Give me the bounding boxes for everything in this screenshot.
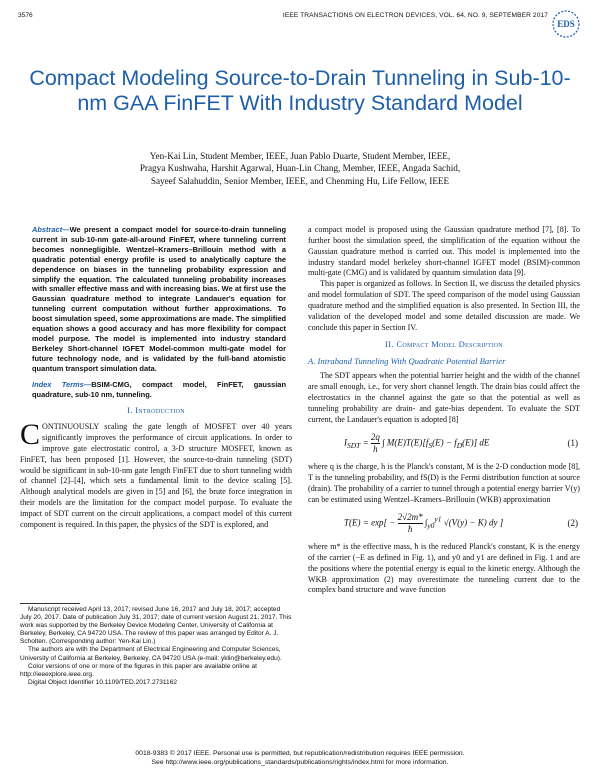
- copyright-line: 0018-9383 © 2017 IEEE. Personal use is permitted, but republication/redistribution requires IEEE permission.: [135, 750, 465, 757]
- abstract: [32, 225, 286, 374]
- drop-cap: C: [20, 418, 41, 452]
- eds-logo-text: EDS: [557, 19, 575, 29]
- body-paragraph: where m* is the effective mass, ħ is the reduced Planck's constant, K is the energy of the carrier (−E as defined in Fig. 1), and y0 and y1 are defined in Fig. 1 and are the positions where the potential energy is equal to the kinetic energy. Although the WKB approximation (2) may overestimate the tunneling current due to the complex band structure and wave function: [308, 542, 580, 595]
- abstract-text: We present a compact model for source-to-drain tunneling current in sub-10-nm gate-all-around FinFET, where tunneling current becomes nonnegligible. Wentzel–Kramers–Brillouin method with a quadratic potential energy profile is used to analytically capture the dependence on biases in the tunneling probability expression and simplify the equation. The calculated tunneling probability increases with smaller effective mass and with increasing bias. We at first use the Gaussian quadrature method to integrate Landauer's equation for tunneling current computation without further approximations. To boost simulation speed, some approximations are made. The simplified equation shows a good accuracy and has more flexibility for compact model purpose. The model is implemented into industry standard Berkeley Short-channel IGFET Model-common multi-gate model for future technology node, and is validated by the full-band atomistic quantum transport simulation data.: [32, 225, 286, 373]
- equation-1-body: $I_{SDT}$ = $\frac{2q}{h}$ ∫ $M(E)T(E)[f_S(E) - f_D(E)]$ dE: [344, 432, 490, 455]
- left-column: [20, 225, 292, 531]
- footnotes: [20, 606, 292, 687]
- author-line: Pragya Kushwaha, Harshit Agarwal, Huan-Lin Chang, Member, IEEE, Angada Sachid,: [139, 163, 461, 174]
- eds-logo-icon: [551, 6, 581, 42]
- copyright-notice: [20, 749, 580, 767]
- equation-2-number: (2): [567, 518, 578, 529]
- author-line: Sayeef Salahuddin, Senior Member, IEEE, and Chenming Hu, Life Fellow, IEEE: [150, 175, 450, 186]
- equation-1: [308, 432, 580, 455]
- index-terms: [32, 380, 286, 400]
- footnote: Manuscript received April 13, 2017; revised June 16, 2017 and July 18, 2017; accepted July 20, 2017. Date of publication July 31, 2017; date of current version August 21, 2017. This work was supported by the Berkeley Device Modeling Center, University of California at Berkeley, Berkeley, CA 94720 USA. The review of this paper was arranged by Editor A. J. Scholten. (Corresponding author: Yen-Kai Lin.): [20, 606, 292, 646]
- index-terms-dash: —: [83, 379, 92, 389]
- page-number: 3576: [18, 12, 33, 19]
- intro-text: ONTINUOUSLY scaling the gate length of MOSFET over 40 years significantly improves the performance of circuit applications. In order to improve gate electrostatic control, a 3-D structure MOSFET, known as FinFET, has been proposed [1]. However, the source-to-drain tunneling (SDT) would be significant in sub-10-nm gate length FinFET due to short tunneling width of channel [2]–[4], which sets a fundamental limit to the device scaling [5]. Although analytical models are given in [5] and [6], the brute force integration in their models are the limitation for the compact model purpose. To evaluate the impact of SDT current on the circuit applications, a compact model of this current component is required. In this paper, the physics of the SDT is explored, and: [20, 422, 292, 529]
- journal-header: IEEE TRANSACTIONS ON ELECTRON DEVICES, VOL. 64, NO. 9, SEPTEMBER 2017: [282, 12, 548, 19]
- equation-2-body: T(E) = exp[ − $\frac{2√2m*}{ħ}$ $\int_{y0}^{y1}$ √(V(y) − K) dy ]: [344, 512, 504, 535]
- body-paragraph: where q is the charge, h is the Planck's constant, M is the 2-D conduction mode [8], T is the tunneling probability, and fS(D) is the Fermi distribution function at source (drain). The probability of a carrier to tunnel through a potential energy barrier V(y) can be estimated using Wentzel–Kramers–Brillouin (WKB) approximation: [308, 462, 580, 504]
- copyright-line: See http://www.ieee.org/publications_standards/publications/rights/index.html for more information.: [151, 759, 449, 766]
- abstract-dash: —: [62, 225, 70, 234]
- section-heading-model: II. Compact Model Description: [385, 339, 503, 350]
- abstract-label: Abstract: [32, 225, 63, 234]
- section-heading-introduction: I. Introduction: [127, 405, 185, 416]
- body-paragraph: a compact model is proposed using the Gaussian quadrature method [7], [8]. To further boost the simulation speed, the simplification of the equation without the Gaussian quadrature method is carried out. This model is implemented into the industry standard model berkeley short-channel IGFET model (BSIM)-common multi-gate (CMG) and is validated by quantum simulation data [9].: [308, 225, 580, 278]
- footnote: Digital Object Identifier 10.1109/TED.2017.2731162: [28, 678, 177, 686]
- subsection-heading: A. Intraband Tunneling With Quadratic Potential Barrier: [308, 356, 506, 367]
- author-list: [40, 150, 560, 187]
- author-line: Yen-Kai Lin, Student Member, IEEE, Juan Pablo Duarte, Student Member, IEEE,: [149, 151, 451, 161]
- body-paragraph: The SDT appears when the potential barrier height and the width of the channel are small enough, i.e., for very short channel length. The drain bias could affect the electrostatics in the channel against the gate so that the potential as well as tunneling probability are drain- and gate-bias dependent. To evaluate the SDT current, the Landauer's equation is adopted [8]: [308, 371, 580, 424]
- equation-1-number: (1): [567, 438, 578, 449]
- right-column: [308, 225, 580, 596]
- footnote: Color versions of one or more of the figures in this paper are available online at http://ieeexplore.ieee.org.: [20, 662, 257, 678]
- body-paragraph: This paper is organized as follows. In Section II, we discuss the detailed physics and model formulation of SDT. The speed comparison of the model using Gaussian quadrature method and the simplified equation is also presented. In Section III, the validation of the developed model and some detailed discussion are made. We conclude this paper in Section IV.: [308, 279, 580, 332]
- footnote-divider: [20, 603, 80, 604]
- equation-2: [308, 512, 580, 535]
- running-header: [18, 12, 548, 24]
- index-terms-label: Index Terms: [32, 379, 84, 389]
- intro-paragraph: [20, 418, 292, 530]
- paper-title: Compact Modeling Source-to-Drain Tunneling in Sub-10-nm GAA FinFET With Industry Standard Model: [29, 66, 571, 115]
- footnote: The authors are with the Department of Electrical Engineering and Computer Sciences, University of California at Berkeley, Berkeley, CA 94720 USA (e-mail: yklin@berkeley.edu).: [20, 646, 282, 662]
- index-terms-text: BSIM-CMG, compact model, FinFET, gaussian quadrature, sub-10 nm, tunneling.: [32, 379, 286, 399]
